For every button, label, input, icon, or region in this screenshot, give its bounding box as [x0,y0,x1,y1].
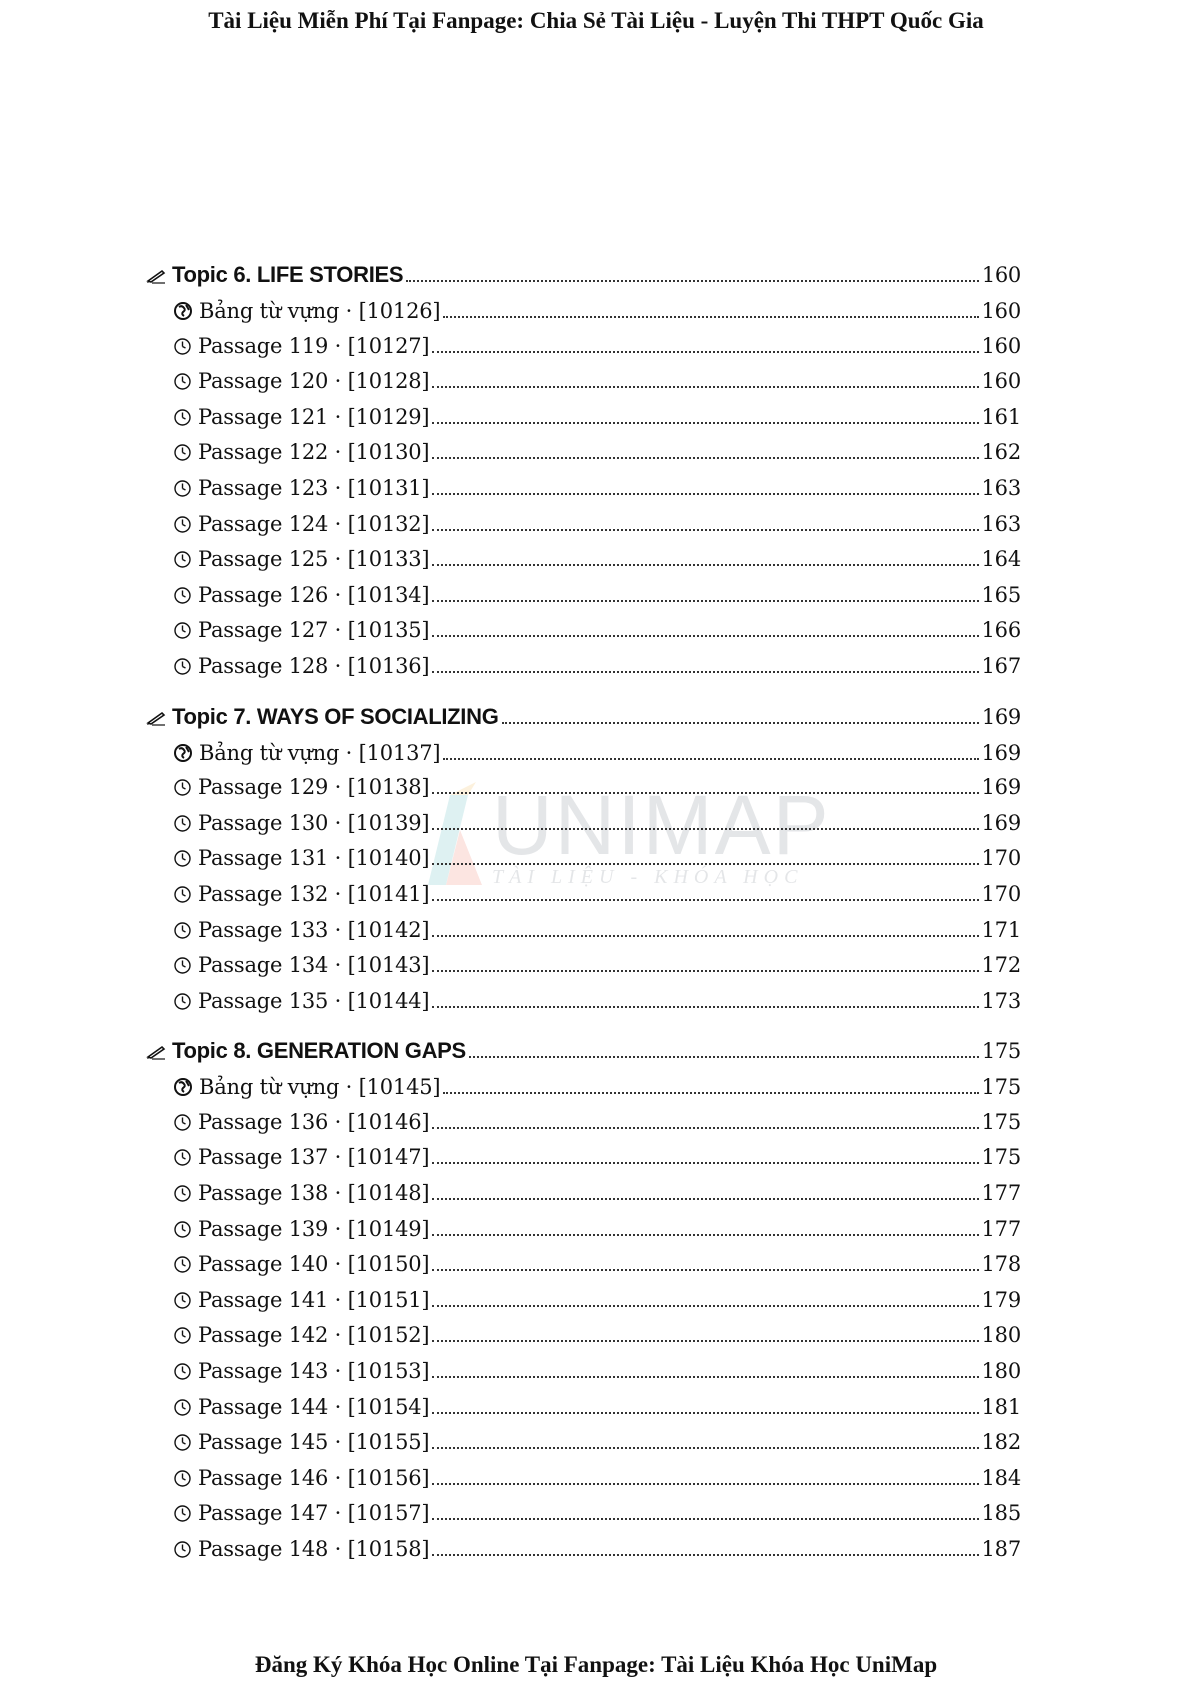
toc-entry[interactable] [173,1537,1021,1573]
pen-icon [146,1042,166,1058]
clock-icon [173,405,192,424]
pen-icon [146,708,166,724]
page-number: 160 [981,263,1021,287]
page-number: 162 [981,440,1021,465]
dot-leader [432,564,978,566]
page-number: 160 [981,369,1021,394]
toc-entry[interactable] [173,882,1021,918]
page-number: 172 [981,953,1021,978]
page-number: 169 [981,775,1021,800]
dot-leader [406,280,979,282]
entry-label: Passage 139 · [10149] [198,1216,430,1241]
page-number: 163 [981,511,1021,536]
page-number: 184 [981,1465,1021,1490]
dot-leader [432,386,978,388]
dot-leader [443,316,978,318]
page-number: 175 [981,1109,1021,1134]
entry-label: Passage 140 · [10150] [198,1252,430,1277]
entry-label: Passage 132 · [10141] [198,881,430,906]
dot-leader [432,1412,978,1414]
toc-entry[interactable] [173,989,1021,1025]
watermark-word: UNIMAP [492,778,831,872]
page-number: 170 [981,846,1021,871]
clock-icon [173,334,192,353]
table-of-contents [146,262,1021,1573]
toc-entry[interactable] [173,1181,1021,1217]
toc-entry[interactable] [173,369,1021,405]
toc-entry[interactable] [173,547,1021,583]
clock-icon [173,547,192,566]
page-number: 180 [981,1359,1021,1384]
dot-leader [432,935,978,937]
page-number: 177 [981,1181,1021,1206]
dot-leader [432,1447,978,1449]
page-number: 169 [981,740,1021,765]
toc-entry[interactable] [173,440,1021,476]
entry-label: Passage 133 · [10142] [198,917,430,942]
toc-entry[interactable] [173,1110,1021,1146]
toc-entry[interactable] [173,1501,1021,1537]
toc-entry[interactable] [173,1466,1021,1502]
entry-label: Passage 123 · [10131] [198,475,430,500]
toc-entry[interactable] [173,740,1021,776]
entry-label: Bảng từ vựng · [10126] [199,299,441,323]
dot-leader [432,457,978,459]
toc-entry[interactable] [173,512,1021,548]
entry-label: Passage 144 · [10154] [198,1394,430,1419]
dot-leader [432,351,978,353]
toc-entry[interactable] [173,1430,1021,1466]
page-number: 171 [981,917,1021,942]
entry-label: Passage 126 · [10134] [198,582,430,607]
dot-leader [432,1305,978,1307]
page-number: 177 [981,1216,1021,1241]
entry-label: Passage 142 · [10152] [198,1323,430,1348]
toc-entry[interactable] [173,1288,1021,1324]
entry-label: Passage 130 · [10139] [198,810,430,835]
toc-topic-heading[interactable] [146,704,1021,740]
entry-label: Passage 137 · [10147] [198,1145,430,1170]
dot-leader [432,1127,978,1129]
globe-icon [173,740,193,760]
globe-icon [173,298,193,318]
clock-icon [173,1430,192,1449]
clock-icon [173,1110,192,1129]
topic-title: Topic 8. GENERATION GAPS [172,1038,466,1064]
toc-entry[interactable] [173,1252,1021,1288]
toc-entry[interactable] [173,918,1021,954]
entry-label: Passage 121 · [10129] [198,404,430,429]
entry-label: Passage 131 · [10140] [198,846,430,871]
toc-entry[interactable] [173,476,1021,512]
entry-label: Passage 122 · [10130] [198,440,430,465]
toc-entry[interactable] [173,811,1021,847]
clock-icon [173,989,192,1008]
clock-icon [173,618,192,637]
dot-leader [432,863,978,865]
dot-leader [432,1483,978,1485]
entry-label: Passage 125 · [10133] [198,547,430,572]
dot-leader [432,1269,978,1271]
page-number: 169 [981,810,1021,835]
dot-leader [432,1554,978,1556]
entry-label: Bảng từ vựng · [10145] [199,1075,441,1100]
page-number: 185 [981,1501,1021,1526]
page-number: 175 [981,1145,1021,1170]
page-number: 187 [981,1537,1021,1561]
page-number: 169 [981,704,1021,729]
entry-label: Bảng từ vựng · [10137] [199,740,441,765]
page-number: 182 [981,1430,1021,1455]
globe-icon [173,1074,193,1094]
entry-label: Passage 141 · [10151] [198,1287,430,1312]
page-number: 166 [981,618,1021,643]
clock-icon [173,811,192,830]
toc-entry[interactable] [173,1323,1021,1359]
clock-icon [173,369,192,388]
entry-label: Passage 134 · [10143] [198,953,430,978]
toc-entry[interactable] [173,1145,1021,1181]
entry-label: Passage 136 · [10146] [198,1109,430,1134]
entry-label: Passage 135 · [10144] [198,988,430,1013]
dot-leader [432,970,978,972]
entry-label: Passage 138 · [10148] [198,1181,430,1206]
page-number: 170 [981,881,1021,906]
dot-leader [432,1340,978,1342]
toc-entry[interactable] [173,846,1021,882]
dot-leader [502,722,979,724]
dot-leader [443,758,978,760]
dot-leader [432,1376,978,1378]
page-number: 160 [981,333,1021,358]
page-number: 179 [981,1287,1021,1312]
toc-entry[interactable] [173,583,1021,619]
dot-leader [432,899,978,901]
dot-leader [469,1056,979,1058]
clock-icon [173,1181,192,1200]
toc-topic-heading[interactable] [146,1038,1021,1074]
dot-leader [432,422,978,424]
entry-label: Passage 147 · [10157] [198,1501,430,1526]
clock-icon [173,1359,192,1378]
dot-leader [432,1198,978,1200]
watermark-tagline: TÀI LIỆU - KHÓA HỌC [492,866,804,888]
clock-icon [173,1288,192,1307]
topic-title: Topic 7. WAYS OF SOCIALIZING [172,703,499,729]
clock-icon [173,918,192,937]
entry-label: Passage 143 · [10153] [198,1359,430,1384]
dot-leader [432,493,978,495]
page-number: 160 [981,299,1021,323]
page-number: 175 [981,1039,1021,1064]
entry-label: Passage 129 · [10138] [198,775,430,800]
clock-icon [173,476,192,495]
toc-entry[interactable] [173,618,1021,654]
pen-icon [146,266,166,282]
dot-leader [432,529,978,531]
toc-entry[interactable] [173,298,1021,334]
dot-leader [432,671,978,673]
clock-icon [173,1145,192,1164]
clock-icon [173,1501,192,1520]
dot-leader [432,828,978,830]
clock-icon [173,583,192,602]
dot-leader [432,1006,978,1008]
dot-leader [432,1518,978,1520]
toc-entry[interactable] [173,1217,1021,1253]
page-number: 164 [981,547,1021,572]
clock-icon [173,846,192,865]
page-number: 161 [981,404,1021,429]
clock-icon [173,882,192,901]
clock-icon [173,1217,192,1236]
dot-leader [443,1092,978,1094]
page-number: 181 [981,1394,1021,1419]
topic-title: Topic 6. LIFE STORIES [172,262,404,287]
entry-label: Passage 124 · [10132] [198,511,430,536]
entry-label: Passage 148 · [10158] [198,1537,430,1561]
clock-icon [173,1395,192,1414]
toc-entry[interactable] [173,654,1021,690]
page-footer: Đăng Ký Khóa Học Online Tại Fanpage: Tài Liệu Khóa Học UniMap [254,1652,938,1677]
page-number: 167 [981,653,1021,678]
clock-icon [173,440,192,459]
toc-topic-heading[interactable] [146,262,1021,298]
clock-icon [173,654,192,673]
dot-leader [432,792,978,794]
dot-leader [432,1234,978,1236]
toc-entry[interactable] [173,334,1021,370]
page-number: 163 [981,475,1021,500]
clock-icon [173,1537,192,1556]
page-number: 165 [981,582,1021,607]
entry-label: Passage 145 · [10155] [198,1430,430,1455]
clock-icon [173,775,192,794]
clock-icon [173,1323,192,1342]
toc-entry[interactable] [173,953,1021,989]
entry-label: Passage 146 · [10156] [198,1465,430,1490]
dot-leader [432,600,978,602]
toc-entry[interactable] [173,1395,1021,1431]
clock-icon [173,1252,192,1271]
toc-entry[interactable] [173,775,1021,811]
page-header: Tài Liệu Miễn Phí Tại Fanpage: Chia Sẻ Tài Liệu - Luyện Thi THPT Quốc Gia [208,8,984,33]
clock-icon [173,512,192,531]
entry-label: Passage 120 · [10128] [198,369,430,394]
entry-label: Passage 119 · [10127] [198,333,430,358]
toc-entry[interactable] [173,1074,1021,1110]
page-number: 178 [981,1252,1021,1277]
toc-entry[interactable] [173,1359,1021,1395]
dot-leader [432,635,978,637]
clock-icon [173,953,192,972]
entry-label: Passage 128 · [10136] [198,653,430,678]
page-number: 180 [981,1323,1021,1348]
clock-icon [173,1466,192,1485]
dot-leader [432,1162,978,1164]
page-number: 173 [981,988,1021,1013]
toc-entry[interactable] [173,405,1021,441]
entry-label: Passage 127 · [10135] [198,618,430,643]
page-number: 175 [981,1075,1021,1100]
